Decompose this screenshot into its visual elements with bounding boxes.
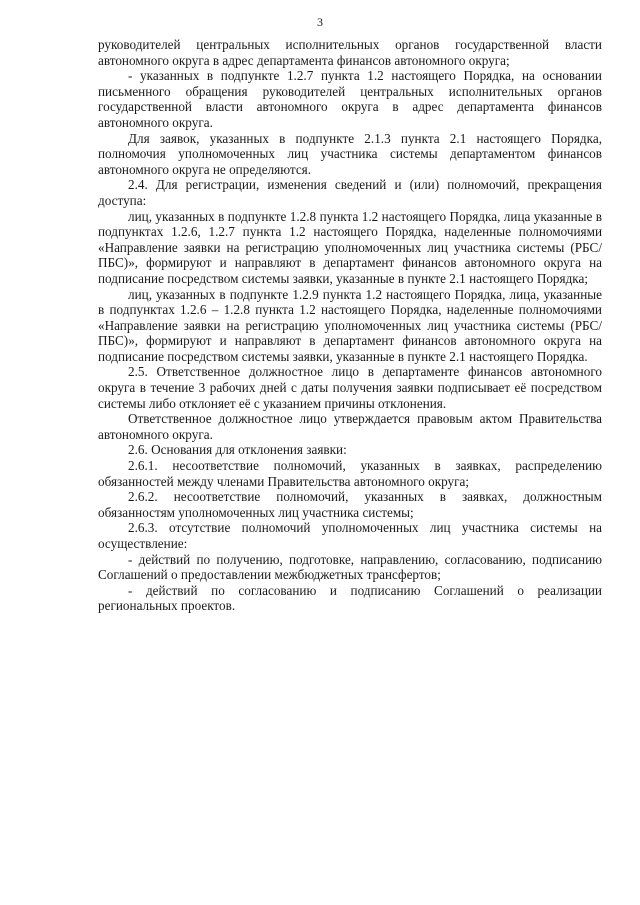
paragraph-2-6: 2.6. Основания для отклонения заявки: [128,442,347,458]
paragraph-continuation: руководителей центральных исполнительных органов государственной власти автономного округа в адрес департамента финансов автономного округа; [98,37,602,68]
paragraph-2-6-2: 2.6.2. несоответствие полномочий, указанных в заявках, должностным обязанностям уполномоченных лиц участника системы; [98,489,602,520]
paragraph-responsible-official: Ответственное должностное лицо утверждается правовым актом Правительства автономного округа. [98,411,602,442]
document-body [98,37,602,614]
paragraph-2-5: 2.5. Ответственное должностное лицо в департаменте финансов автономного округа в течение 3 рабочих дней с даты получения заявки подписывает её посредством системы либо отклоняет её с указанием причины отклонения. [98,364,602,411]
paragraph-2-6-3: 2.6.3. отсутствие полномочий уполномоченных лиц участника системы на осуществление: [98,520,602,551]
paragraph-2-4-persons-1-2-8: лиц, указанных в подпункте 1.2.8 пункта 1.2 настоящего Порядка, лица указанные в подпунктах 1.2.6, 1.2.7 пункта 1.2 настоящего Порядка, наделенные полномочиями «Направление заявки на регистрацию уполномоченных лиц участника системы (РБС/ПБС)», формируют и направляют в департамент финансов автономного округа на подписание посредством системы заявки, указанные в пункте 2.1 настоящего Порядка; [98,208,602,286]
paragraph-2-4-persons-1-2-9: лиц, указанных в подпункте 1.2.9 пункта 1.2 настоящего Порядка, лица, указанные в подпунктах 1.2.6 – 1.2.8 пункта 1.2 настоящего Порядка, наделенные полномочиями «Направление заявки на регистрацию уполномоченных лиц участника системы (РБС/ПБС)», формируют и направляют в департамент финансов автономного округа на подписание посредством системы заявки, указанные в пункте 2.1 настоящего Порядка. [98,286,602,364]
paragraph-list-item-1-2-7: - указанных в подпункте 1.2.7 пункта 1.2 настоящего Порядка, на основании письменного обращения руководителей центральных исполнительных органов государственной власти автономного округа в адрес департамента финансов автономного округа. [98,68,602,130]
paragraph-applications-2-1-3: Для заявок, указанных в подпункте 2.1.3 пункта 2.1 настоящего Порядка, полномочия уполномоченных лиц участника системы департаментом финансов автономного округа не определяются. [98,130,602,177]
paragraph-2-6-3-item-2: - действий по согласованию и подписанию Соглашений о реализации региональных проектов. [98,582,602,614]
page-number: 3 [317,15,323,29]
paragraph-2-6-3-item-1: - действий по получению, подготовке, направлению, согласованию, подписанию Соглашений о предоставлении межбюджетных трансфертов; [98,551,602,583]
paragraph-2-4: 2.4. Для регистрации, изменения сведений и (или) полномочий, прекращения доступа: [98,177,602,208]
paragraph-2-6-1: 2.6.1. несоответствие полномочий, указанных в заявках, распределению обязанностей между членами Правительства автономного округа; [98,458,602,489]
